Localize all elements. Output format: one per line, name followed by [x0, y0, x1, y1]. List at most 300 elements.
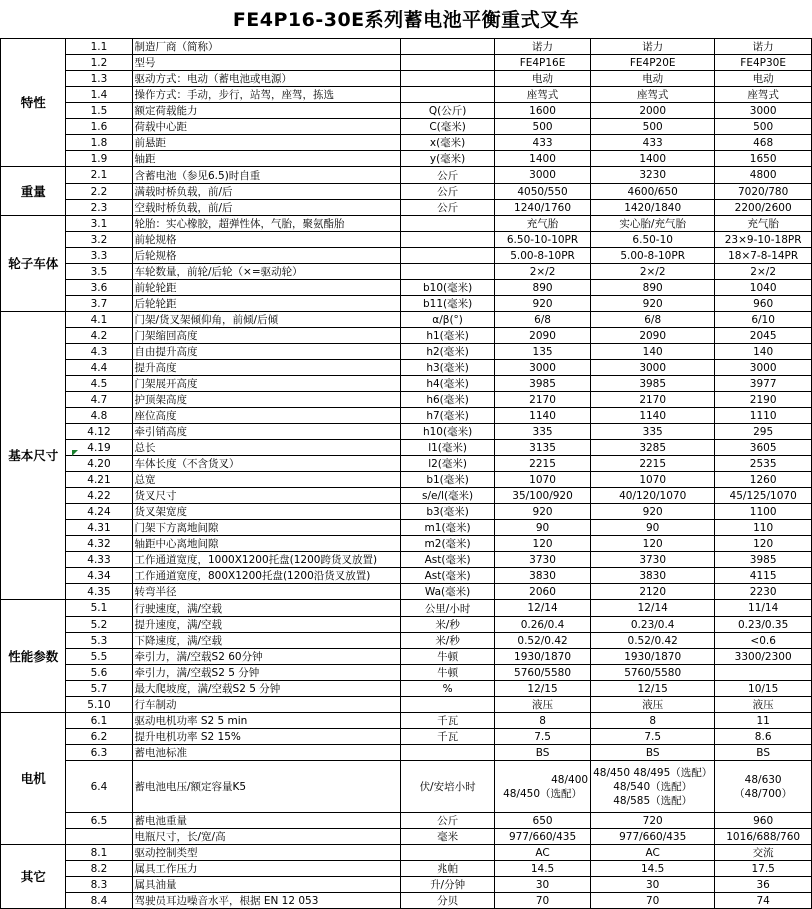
model-value: 6.50-10	[591, 232, 715, 248]
row-description: 型号	[132, 55, 401, 71]
model-value: 2×/2	[715, 264, 812, 280]
model-value: BS	[715, 745, 812, 761]
row-unit: 公斤	[401, 200, 495, 216]
row-description: 货叉架宽度	[132, 504, 401, 520]
model-value: 1420/1840	[591, 200, 715, 216]
model-value: 920	[495, 504, 591, 520]
model-value: 7.5	[591, 729, 715, 745]
row-number: 1.3	[66, 71, 132, 87]
model-value: 720	[591, 813, 715, 829]
table-row	[1, 232, 812, 248]
row-description: 工作通道宽度，800X1200托盘(1200沿货叉放置)	[132, 568, 401, 584]
section-label: 其它	[1, 845, 66, 909]
model-value: 1400	[495, 151, 591, 167]
model-value: 40/120/1070	[591, 488, 715, 504]
row-unit: C(毫米)	[401, 119, 495, 135]
row-number: 4.24	[66, 504, 132, 520]
row-description: 操作方式：手动，步行，站驾，座驾，拣选	[132, 87, 401, 103]
row-unit: 公斤	[401, 813, 495, 829]
model-value: BS	[591, 745, 715, 761]
model-value: 0.23/0.35	[715, 617, 812, 633]
model-value: 1016/688/760	[715, 829, 812, 845]
row-unit: 米/秒	[401, 617, 495, 633]
table-row	[1, 376, 812, 392]
table-row	[1, 600, 812, 617]
model-value: 2090	[591, 328, 715, 344]
row-unit	[401, 216, 495, 232]
row-number: 8.3	[66, 877, 132, 893]
model-value: 液压	[715, 697, 812, 713]
model-value: 7.5	[495, 729, 591, 745]
table-row	[1, 151, 812, 167]
table-row	[1, 103, 812, 119]
row-unit: 公斤	[401, 184, 495, 200]
model-value: 3000	[495, 167, 591, 184]
model-value: 30	[495, 877, 591, 893]
row-number: 8.2	[66, 861, 132, 877]
row-number: 4.31	[66, 520, 132, 536]
row-unit: Ast(毫米)	[401, 568, 495, 584]
table-row	[1, 408, 812, 424]
row-unit: 牛顿	[401, 649, 495, 665]
model-value: 295	[715, 424, 812, 440]
row-number: 4.3	[66, 344, 132, 360]
row-description: 前轮轮距	[132, 280, 401, 296]
model-value: 实心胎/充气胎	[591, 216, 715, 232]
row-number: 1.8	[66, 135, 132, 151]
row-description: 属具工作压力	[132, 861, 401, 877]
row-description: 转弯半径	[132, 584, 401, 600]
model-value: 12/15	[495, 681, 591, 697]
model-value: 1930/1870	[495, 649, 591, 665]
row-unit: 千瓦	[401, 729, 495, 745]
model-value: 920	[495, 296, 591, 312]
model-value: 1110	[715, 408, 812, 424]
table-row	[1, 877, 812, 893]
model-value: 6.50-10-10PR	[495, 232, 591, 248]
model-value: 2060	[495, 584, 591, 600]
row-description: 轮胎：实心橡胶，超弹性体，气胎，聚氨酯胎	[132, 216, 401, 232]
model-value: 11/14	[715, 600, 812, 617]
value-line: 48/585（选配）	[613, 794, 693, 807]
row-unit: b1(毫米)	[401, 472, 495, 488]
model-value: 6/10	[715, 312, 812, 328]
row-description: 前轮规格	[132, 232, 401, 248]
row-description: 行驶速度，满/空载	[132, 600, 401, 617]
table-row	[1, 893, 812, 909]
model-value: 120	[495, 536, 591, 552]
row-unit: 伏/安培小时	[401, 761, 495, 813]
model-value: 3730	[495, 552, 591, 568]
model-value: 1070	[495, 472, 591, 488]
row-number: 4.35	[66, 584, 132, 600]
model-value: 920	[591, 504, 715, 520]
row-number: 4.8	[66, 408, 132, 424]
model-value: 3985	[715, 552, 812, 568]
row-unit: h7(毫米)	[401, 408, 495, 424]
model-value: 1650	[715, 151, 812, 167]
row-number: 4.12	[66, 424, 132, 440]
row-number: 6.2	[66, 729, 132, 745]
row-unit: 毫米	[401, 829, 495, 845]
model-value: 2190	[715, 392, 812, 408]
row-description: 蓄电池电压/额定容量K5	[132, 761, 401, 813]
row-unit: α/β(°)	[401, 312, 495, 328]
row-description: 驾驶员耳边噪音水平，根据 EN 12 053	[132, 893, 401, 909]
model-value: 36	[715, 877, 812, 893]
row-description: 后轮轮距	[132, 296, 401, 312]
model-value: 3000	[591, 360, 715, 376]
model-value: 10/15	[715, 681, 812, 697]
row-description: 最大爬坡度，满/空载S2 5 分钟	[132, 681, 401, 697]
row-number: 5.5	[66, 649, 132, 665]
row-description: 轴距中心离地间隙	[132, 536, 401, 552]
model-value: 6/8	[591, 312, 715, 328]
model-value: 8	[591, 713, 715, 729]
row-description: 牵引销高度	[132, 424, 401, 440]
row-number: 5.6	[66, 665, 132, 681]
model-value: 650	[495, 813, 591, 829]
model-value: 3605	[715, 440, 812, 456]
table-row	[1, 472, 812, 488]
model-value: 2215	[495, 456, 591, 472]
value-line: 48/450（选配）	[503, 787, 583, 800]
row-unit: x(毫米)	[401, 135, 495, 151]
row-description: 门架/货叉架倾仰角，前倾/后倾	[132, 312, 401, 328]
section-label: 重量	[1, 167, 66, 216]
model-value: 120	[715, 536, 812, 552]
model-value: 960	[715, 813, 812, 829]
model-value: 5760/5580	[495, 665, 591, 681]
model-value: 4800	[715, 167, 812, 184]
model-value: 3000	[495, 360, 591, 376]
model-value: 977/660/435	[495, 829, 591, 845]
row-unit: h10(毫米)	[401, 424, 495, 440]
model-value: 3285	[591, 440, 715, 456]
row-unit	[401, 232, 495, 248]
row-unit: 公斤	[401, 167, 495, 184]
row-description: 前悬距	[132, 135, 401, 151]
row-unit: b10(毫米)	[401, 280, 495, 296]
row-unit	[401, 55, 495, 71]
model-value: 335	[495, 424, 591, 440]
row-description: 行车制动	[132, 697, 401, 713]
row-description: 后轮规格	[132, 248, 401, 264]
row-description: 属具油量	[132, 877, 401, 893]
model-value: 500	[495, 119, 591, 135]
row-number: 3.3	[66, 248, 132, 264]
model-value: 0.26/0.4	[495, 617, 591, 633]
model-value	[715, 761, 812, 813]
row-number: 4.5	[66, 376, 132, 392]
row-number: 4.20	[66, 456, 132, 472]
row-unit: %	[401, 681, 495, 697]
table-row	[1, 440, 812, 456]
value-line: （48/700）	[734, 787, 793, 800]
model-value: 890	[495, 280, 591, 296]
row-number: 5.7	[66, 681, 132, 697]
table-row	[1, 649, 812, 665]
row-description: 驱动电机功率 S2 5 min	[132, 713, 401, 729]
row-description: 满载时桥负载，前/后	[132, 184, 401, 200]
value-line: 48/540（选配）	[613, 780, 693, 793]
table-row	[1, 184, 812, 200]
row-unit: 米/秒	[401, 633, 495, 649]
row-unit: h3(毫米)	[401, 360, 495, 376]
row-unit	[401, 845, 495, 861]
model-value: 2045	[715, 328, 812, 344]
model-value: 1400	[591, 151, 715, 167]
row-number: 1.1	[66, 39, 132, 55]
row-description: 提升速度，满/空载	[132, 617, 401, 633]
row-unit: Ast(毫米)	[401, 552, 495, 568]
model-value: 3000	[715, 103, 812, 119]
model-value: 6/8	[495, 312, 591, 328]
row-number: 5.2	[66, 617, 132, 633]
model-value: 12/14	[591, 600, 715, 617]
row-description: 空载时桥负载，前/后	[132, 200, 401, 216]
table-row	[1, 713, 812, 729]
model-value: 1140	[591, 408, 715, 424]
row-unit: Q(公斤)	[401, 103, 495, 119]
table-row	[1, 392, 812, 408]
value-line: 48/450 48/495（选配）	[593, 766, 713, 779]
model-value: 4050/550	[495, 184, 591, 200]
table-row	[1, 456, 812, 472]
table-row	[1, 248, 812, 264]
model-value: 74	[715, 893, 812, 909]
row-number: 6.4	[66, 761, 132, 813]
row-description: 荷载中心距	[132, 119, 401, 135]
row-number: 1.4	[66, 87, 132, 103]
section-label: 基本尺寸	[1, 312, 66, 600]
model-value: 2120	[591, 584, 715, 600]
row-description: 蓄电池标准	[132, 745, 401, 761]
table-row	[1, 829, 812, 845]
model-value: 诺力	[591, 39, 715, 55]
row-unit: h2(毫米)	[401, 344, 495, 360]
row-description: 门架缩回高度	[132, 328, 401, 344]
row-description: 座位高度	[132, 408, 401, 424]
row-number: 4.21	[66, 472, 132, 488]
table-row	[1, 568, 812, 584]
row-number: 2.1	[66, 167, 132, 184]
row-unit: b11(毫米)	[401, 296, 495, 312]
row-description: 货叉尺寸	[132, 488, 401, 504]
row-description: 牵引力，满/空载S2 60分钟	[132, 649, 401, 665]
model-value: 90	[495, 520, 591, 536]
row-number: 4.33	[66, 552, 132, 568]
model-value: 4600/650	[591, 184, 715, 200]
table-row	[1, 729, 812, 745]
model-value: 充气胎	[495, 216, 591, 232]
row-number: 4.1	[66, 312, 132, 328]
model-value: 468	[715, 135, 812, 151]
model-value: 电动	[715, 71, 812, 87]
row-description: 门架下方离地间隙	[132, 520, 401, 536]
row-number: 4.34	[66, 568, 132, 584]
row-unit: l1(毫米)	[401, 440, 495, 456]
row-unit: 兆帕	[401, 861, 495, 877]
model-value: 12/15	[591, 681, 715, 697]
model-value: 140	[715, 344, 812, 360]
table-row	[1, 681, 812, 697]
model-value: AC	[495, 845, 591, 861]
value-line: 48/630	[744, 773, 782, 786]
row-number: 3.5	[66, 264, 132, 280]
model-value: 110	[715, 520, 812, 536]
model-value: 45/125/1070	[715, 488, 812, 504]
row-number: 1.6	[66, 119, 132, 135]
row-description: 驱动方式：电动（蓄电池或电源）	[132, 71, 401, 87]
row-unit: h4(毫米)	[401, 376, 495, 392]
model-value	[715, 665, 812, 681]
row-description: 车轮数量，前轮/后轮（×=驱动轮）	[132, 264, 401, 280]
row-description: 总宽	[132, 472, 401, 488]
table-row	[1, 424, 812, 440]
row-unit	[401, 697, 495, 713]
model-value: 1070	[591, 472, 715, 488]
table-row	[1, 520, 812, 536]
row-number	[66, 829, 132, 845]
model-value: 3300/2300	[715, 649, 812, 665]
section-label: 电机	[1, 713, 66, 845]
document-title: FE4P16-30E系列蓄电池平衡重式叉车	[232, 9, 580, 31]
row-unit: 分贝	[401, 893, 495, 909]
row-unit: s/e/l(毫米)	[401, 488, 495, 504]
table-row	[1, 344, 812, 360]
table-row	[1, 745, 812, 761]
row-number: 5.3	[66, 633, 132, 649]
model-value: 500	[715, 119, 812, 135]
model-value: 诺力	[495, 39, 591, 55]
row-unit	[401, 264, 495, 280]
model-value: 2230	[715, 584, 812, 600]
model-value: 8.6	[715, 729, 812, 745]
model-value: FE4P16E	[495, 55, 591, 71]
row-unit	[401, 745, 495, 761]
row-number: 5.10	[66, 697, 132, 713]
section-label: 特性	[1, 39, 66, 167]
model-value: 2200/2600	[715, 200, 812, 216]
model-value: 433	[591, 135, 715, 151]
row-unit: h1(毫米)	[401, 328, 495, 344]
table-row	[1, 813, 812, 829]
model-value: 14.5	[495, 861, 591, 877]
row-unit	[401, 39, 495, 55]
model-value: 1140	[495, 408, 591, 424]
table-row	[1, 845, 812, 861]
row-number: 1.5	[66, 103, 132, 119]
model-value: 140	[591, 344, 715, 360]
row-number: 4.19	[66, 440, 132, 456]
model-value: 2215	[591, 456, 715, 472]
section-label: 性能参数	[1, 600, 66, 713]
model-value: <0.6	[715, 633, 812, 649]
table-row	[1, 697, 812, 713]
row-number: 4.2	[66, 328, 132, 344]
model-value: 电动	[495, 71, 591, 87]
model-value: 1600	[495, 103, 591, 119]
table-row	[1, 584, 812, 600]
model-value: 0.52/0.42	[495, 633, 591, 649]
model-value: 3830	[591, 568, 715, 584]
model-value: AC	[591, 845, 715, 861]
table-row	[1, 200, 812, 216]
row-unit: 升/分钟	[401, 877, 495, 893]
row-unit: m1(毫米)	[401, 520, 495, 536]
model-value: BS	[495, 745, 591, 761]
table-row	[1, 87, 812, 103]
table-row	[1, 216, 812, 232]
row-description: 轴距	[132, 151, 401, 167]
model-value: 960	[715, 296, 812, 312]
row-description: 自由提升高度	[132, 344, 401, 360]
model-value: 3730	[591, 552, 715, 568]
row-description: 牵引力，满/空载S2 5 分钟	[132, 665, 401, 681]
row-description: 蓄电池重量	[132, 813, 401, 829]
model-value: 座驾式	[495, 87, 591, 103]
model-value: 5.00-8-10PR	[591, 248, 715, 264]
table-row	[1, 360, 812, 376]
model-value: 23×9-10-18PR	[715, 232, 812, 248]
row-number: 1.2	[66, 55, 132, 71]
value-line: 48/400	[551, 773, 589, 786]
model-value: FE4P30E	[715, 55, 812, 71]
table-row	[1, 280, 812, 296]
row-number: 1.9	[66, 151, 132, 167]
row-number: 4.22	[66, 488, 132, 504]
model-value: 诺力	[715, 39, 812, 55]
row-description: 车体长度（不含货叉）	[132, 456, 401, 472]
model-value: 2×/2	[495, 264, 591, 280]
model-value: 2170	[495, 392, 591, 408]
table-row	[1, 39, 812, 55]
model-value: 0.52/0.42	[591, 633, 715, 649]
row-unit: 公里/小时	[401, 600, 495, 617]
table-row	[1, 861, 812, 877]
model-value: 3135	[495, 440, 591, 456]
model-value: 17.5	[715, 861, 812, 877]
comment-marker	[72, 450, 78, 456]
table-row	[1, 552, 812, 568]
table-row	[1, 488, 812, 504]
model-value: 70	[591, 893, 715, 909]
section-label: 轮子车体	[1, 216, 66, 312]
model-value: 890	[591, 280, 715, 296]
table-row	[1, 71, 812, 87]
model-value: 30	[591, 877, 715, 893]
row-unit	[401, 87, 495, 103]
model-value: 7020/780	[715, 184, 812, 200]
row-unit: b3(毫米)	[401, 504, 495, 520]
row-description: 提升电机功率 S2 15%	[132, 729, 401, 745]
row-unit: 牛顿	[401, 665, 495, 681]
row-description: 总长	[132, 440, 401, 456]
table-row	[1, 296, 812, 312]
spec-table	[0, 38, 812, 909]
model-value: 1930/1870	[591, 649, 715, 665]
model-value: 液压	[495, 697, 591, 713]
row-number: 6.5	[66, 813, 132, 829]
model-value	[591, 761, 715, 813]
model-value: 1100	[715, 504, 812, 520]
model-value: 2×/2	[591, 264, 715, 280]
row-description: 含蓄电池（参见6.5)时自重	[132, 167, 401, 184]
model-value: 2000	[591, 103, 715, 119]
model-value: 977/660/435	[591, 829, 715, 845]
model-value: 3830	[495, 568, 591, 584]
